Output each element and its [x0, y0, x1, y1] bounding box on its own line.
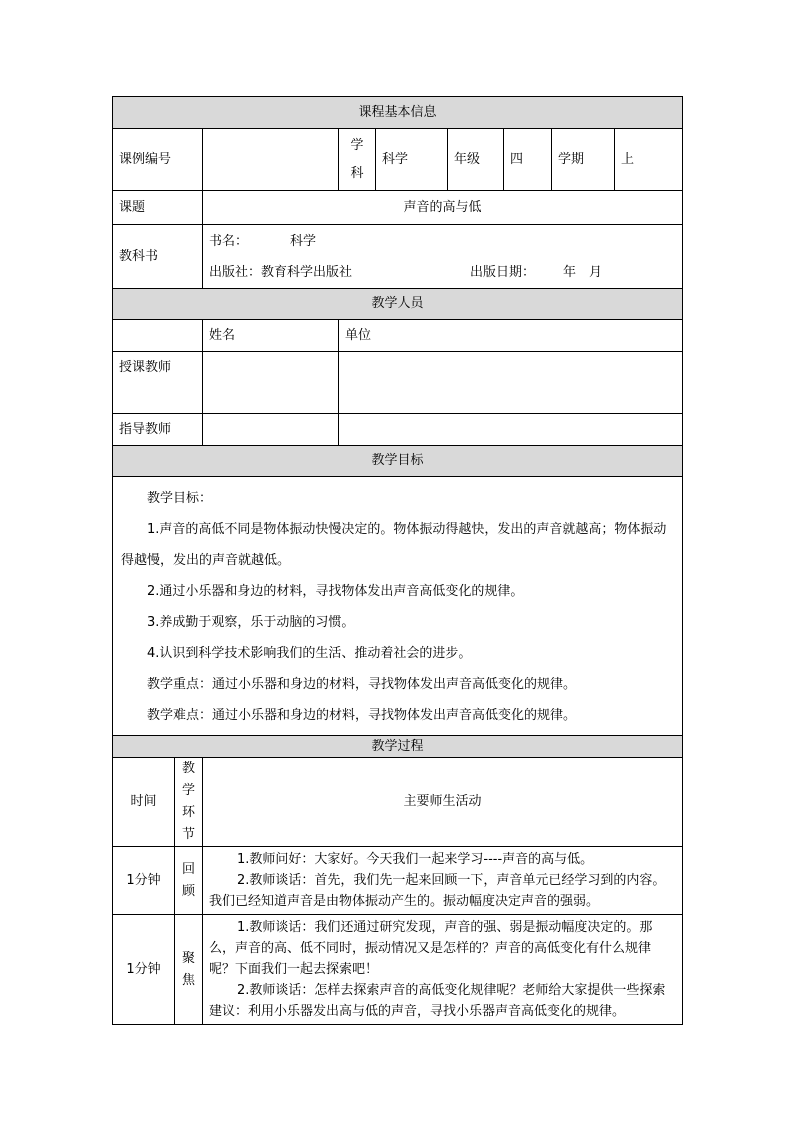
review-activity-2: 2.教师谈话：首先，我们先一起来回顾一下，声音单元已经学习到的内容。我们已经知道声音是由物体振动产生的。振动幅度决定声音的强弱。	[209, 873, 666, 909]
lecturer-name[interactable]	[203, 352, 339, 414]
subject-label	[339, 129, 376, 191]
textbook-label: 教科书	[113, 225, 203, 289]
process-row-review	[113, 847, 683, 915]
lesson-plan-sheet	[112, 96, 682, 1025]
lecturer-label: 授课教师	[113, 352, 203, 414]
book-name-label: 书名：	[209, 233, 249, 249]
term-value[interactable]: 上	[615, 129, 683, 191]
teaching-difficulty: 教学难点：通过小乐器和身边的材料，寻找物体发出声音高低变化的规律。	[147, 708, 577, 723]
focus-activity-1: 1.教师谈话：我们还通过研究发现，声音的强、弱是振动幅度决定的。那么，声音的高、低不同时，振动情况又是怎样的？声音的高低变化有什么规律呢？下面我们一起去探索吧！	[209, 920, 653, 977]
process-row-focus	[113, 915, 683, 1025]
stage-col-header	[175, 758, 203, 847]
pub-date-label: 出版日期：	[470, 264, 536, 280]
staff-unit-col: 单位	[339, 320, 683, 352]
process-header: 教学过程	[113, 736, 683, 758]
goal-item-4: 4.认识到科学技术影响我们的生活、推动着社会的进步。	[147, 646, 472, 661]
book-name-line	[209, 226, 676, 257]
basic-info-header: 课程基本信息	[113, 97, 683, 129]
pub-date-value[interactable]: 年 月	[563, 264, 603, 280]
focus-time: 1分钟	[113, 915, 175, 1025]
review-stage	[175, 847, 203, 915]
advisor-label: 指导教师	[113, 414, 203, 446]
review-stage-char-2: 顾	[181, 883, 195, 899]
topic-value[interactable]: 声音的高与低	[203, 191, 683, 225]
goals-header: 教学目标	[113, 446, 683, 477]
review-activity-1: 1.教师问好：大家好。今天我们一起来学习----声音的高与低。	[237, 852, 594, 867]
stage-col-char-1: 教	[181, 761, 195, 776]
advisor-name[interactable]	[203, 414, 339, 446]
goal-item-2: 2.通过小乐器和身边的材料，寻找物体发出声音高低变化的规律。	[147, 584, 524, 599]
focus-activity-2: 2.教师谈话：怎样去探索声音的高低变化规律呢？老师给大家提供一些探索建议：利用小乐器发出高与低的声音，寻找小乐器声音高低变化的规律。	[209, 983, 666, 1019]
advisor-unit[interactable]	[339, 414, 683, 446]
focus-stage	[175, 915, 203, 1025]
review-activities	[203, 847, 683, 915]
goals-intro: 教学目标：	[147, 491, 213, 506]
time-col-header: 时间	[113, 758, 175, 847]
lesson-plan-table	[112, 96, 683, 1025]
topic-label: 课题	[113, 191, 203, 225]
staff-blank-cell	[113, 320, 203, 352]
focus-activities	[203, 915, 683, 1025]
textbook-info	[203, 225, 683, 289]
publisher-text: 出版社：教育科学出版社	[209, 264, 353, 280]
goal-item-3: 3.养成勤于观察，乐于动脑的习惯。	[147, 615, 355, 630]
book-name-value[interactable]: 科学	[290, 233, 317, 249]
grade-value[interactable]: 四	[504, 129, 552, 191]
review-time: 1分钟	[113, 847, 175, 915]
stage-col-char-3: 环	[181, 805, 195, 820]
publisher-line	[209, 257, 676, 288]
goal-item-1: 1.声音的高低不同是物体振动快慢决定的。物体振动得越快，发出的声音就越高；物体振动得越慢，发出的声音就越低。	[121, 522, 667, 568]
staff-header: 教学人员	[113, 289, 683, 320]
focus-stage-char-2: 焦	[181, 972, 195, 988]
review-stage-char-1: 回	[181, 861, 195, 877]
subject-label-char-2: 科	[350, 165, 364, 181]
subject-value[interactable]: 科学	[376, 129, 448, 191]
grade-label: 年级	[448, 129, 504, 191]
staff-name-col: 姓名	[203, 320, 339, 352]
subject-label-char-1: 学	[350, 137, 364, 153]
teaching-focus: 教学重点：通过小乐器和身边的材料，寻找物体发出声音高低变化的规律。	[147, 677, 577, 692]
activity-col-header: 主要师生活动	[203, 758, 683, 847]
goals-content	[113, 477, 683, 736]
stage-col-char-4: 节	[181, 827, 195, 842]
course-id-label: 课例编号	[113, 129, 203, 191]
lecturer-unit[interactable]	[339, 352, 683, 414]
term-label: 学期	[552, 129, 615, 191]
stage-col-char-2: 学	[181, 783, 195, 798]
course-id-value[interactable]	[203, 129, 339, 191]
focus-stage-char-1: 聚	[181, 950, 195, 966]
